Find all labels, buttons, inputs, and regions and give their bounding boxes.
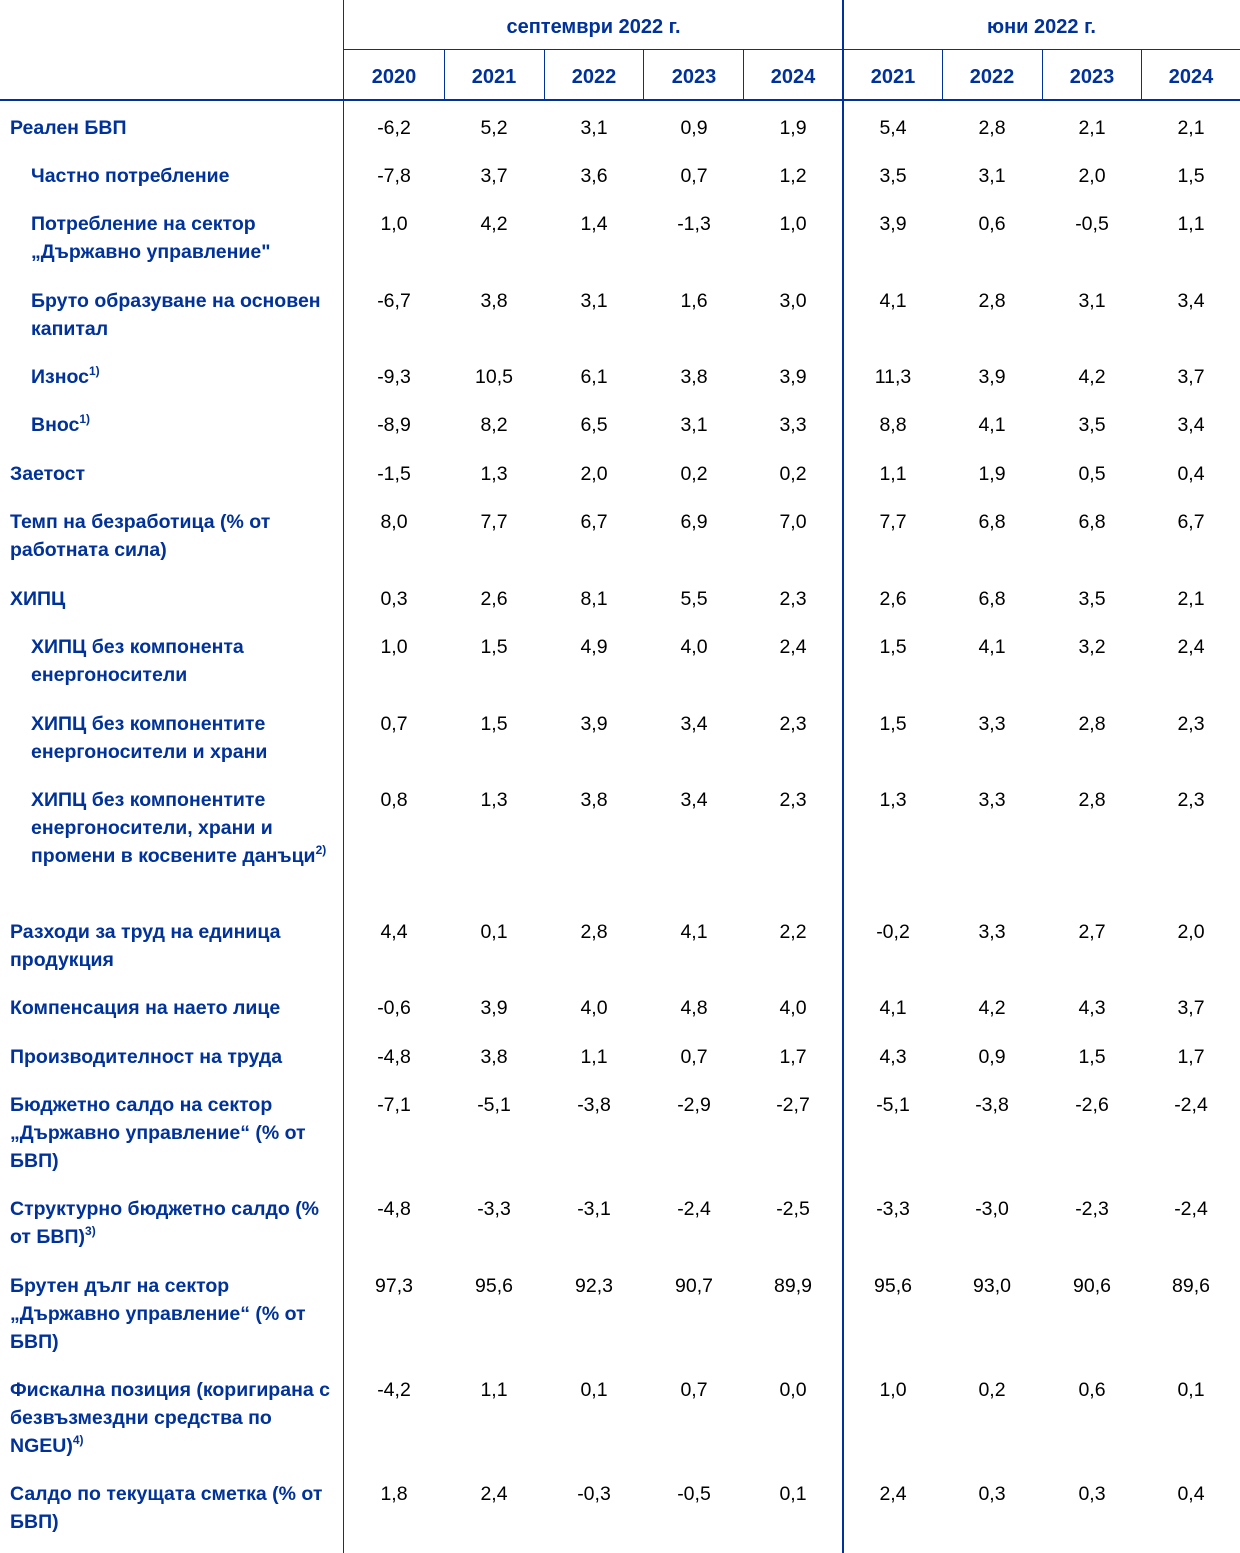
value-cell: 3,2	[1078, 636, 1106, 658]
value-cell: 3,7	[480, 165, 508, 187]
value-cell: 8,0	[380, 511, 408, 533]
row-label: Реален БВП	[10, 117, 127, 139]
value-cell: 0,0	[779, 1379, 807, 1401]
value-cell: -1,3	[677, 213, 711, 235]
row-label: Частно потребление	[31, 165, 230, 187]
value-cell: 10,5	[475, 366, 513, 388]
value-cell: 4,2	[978, 997, 1006, 1019]
value-cell: 1,0	[879, 1379, 907, 1401]
value-cell: 6,8	[978, 511, 1006, 533]
value-cell: 4,2	[1078, 366, 1106, 388]
value-cell: 95,6	[874, 1275, 912, 1297]
column-group-september-2022: септември 2022 г.	[506, 16, 681, 38]
value-cell: 3,0	[779, 290, 807, 312]
value-cell: 6,5	[580, 414, 608, 436]
value-cell: 4,8	[680, 997, 708, 1019]
value-cell: 3,8	[680, 366, 708, 388]
value-cell: 3,9	[480, 997, 508, 1019]
value-cell: 3,3	[779, 414, 807, 436]
value-cell: 0,1	[580, 1379, 608, 1401]
value-cell: 2,4	[879, 1483, 907, 1505]
value-cell: 2,7	[1078, 921, 1106, 943]
value-cell: 1,0	[779, 213, 807, 235]
value-cell: 0,2	[680, 463, 708, 485]
value-cell: 1,9	[779, 117, 807, 139]
value-cell: 8,8	[879, 414, 907, 436]
row-label: Брутен дълг на сектор „Държавно управление“ (% от БВП)	[10, 1275, 306, 1353]
value-cell: -7,8	[377, 165, 411, 187]
value-cell: 2,4	[480, 1483, 508, 1505]
value-cell: -3,0	[975, 1198, 1009, 1220]
year-divider	[1141, 49, 1142, 100]
value-cell: 1,5	[879, 636, 907, 658]
row-label: Заетост	[10, 463, 85, 485]
value-cell: 4,9	[580, 636, 608, 658]
row-label: Потребление на сектор „Държавно управление"	[31, 213, 271, 263]
row-label: Бруто образуване на основен капитал	[31, 290, 321, 340]
value-cell: 1,6	[680, 290, 708, 312]
value-cell: 93,0	[973, 1275, 1011, 1297]
value-cell: 1,9	[978, 463, 1006, 485]
year-header: 2022	[571, 66, 617, 88]
row-label: Разходи за труд на единица продукция	[10, 921, 281, 971]
value-cell: 2,1	[1177, 588, 1205, 610]
year-header: 2021	[471, 66, 517, 88]
value-cell: 3,1	[680, 414, 708, 436]
footnote-marker: 4)	[72, 1433, 84, 1447]
year-header: 2022	[969, 66, 1015, 88]
value-cell: -0,5	[677, 1483, 711, 1505]
value-cell: -2,3	[1075, 1198, 1109, 1220]
value-cell: 3,7	[1177, 366, 1205, 388]
value-cell: 4,0	[779, 997, 807, 1019]
value-cell: -2,9	[677, 1094, 711, 1116]
footnote-marker: 1)	[89, 364, 100, 378]
value-cell: 4,1	[978, 636, 1006, 658]
value-cell: 6,8	[1078, 511, 1106, 533]
value-cell: 1,4	[580, 213, 608, 235]
value-cell: 3,5	[879, 165, 907, 187]
value-cell: 0,2	[779, 463, 807, 485]
value-cell: 1,5	[1078, 1046, 1106, 1068]
value-cell: 3,4	[1177, 414, 1205, 436]
value-cell: 2,0	[580, 463, 608, 485]
value-cell: 1,8	[380, 1483, 408, 1505]
value-cell: 0,4	[1177, 463, 1205, 485]
value-cell: 2,3	[779, 713, 807, 735]
value-cell: -5,1	[477, 1094, 511, 1116]
value-cell: 2,4	[1177, 636, 1205, 658]
value-cell: -8,9	[377, 414, 411, 436]
table-header	[0, 0, 1240, 101]
value-cell: 3,1	[580, 117, 608, 139]
value-cell: 3,3	[978, 789, 1006, 811]
value-cell: -0,2	[876, 921, 910, 943]
value-cell: -6,7	[377, 290, 411, 312]
value-cell: 2,8	[1078, 789, 1106, 811]
value-cell: 1,5	[879, 713, 907, 735]
value-cell: 6,9	[680, 511, 708, 533]
value-cell: 3,4	[680, 713, 708, 735]
value-cell: 4,0	[580, 997, 608, 1019]
value-cell: 89,9	[774, 1275, 812, 1297]
value-cell: 1,3	[480, 463, 508, 485]
value-cell: -0,3	[577, 1483, 611, 1505]
value-cell: 3,5	[1078, 588, 1106, 610]
value-cell: 97,3	[375, 1275, 413, 1297]
value-cell: 2,8	[978, 290, 1006, 312]
value-cell: -2,4	[1174, 1198, 1208, 1220]
value-cell: 1,1	[480, 1379, 508, 1401]
value-cell: 3,9	[978, 366, 1006, 388]
value-cell: 2,2	[779, 921, 807, 943]
row-label: Фискална позиция (коригирана с безвъзмездни средства по NGEU)$^{4)}$	[10, 1379, 330, 1457]
value-cell: 6,1	[580, 366, 608, 388]
column-group-june-2022: юни 2022 г.	[987, 16, 1096, 38]
value-cell: 4,1	[680, 921, 708, 943]
value-cell: 7,7	[480, 511, 508, 533]
value-cell: 7,0	[779, 511, 807, 533]
year-divider	[544, 49, 545, 100]
value-cell: 90,7	[675, 1275, 713, 1297]
year-header: 2021	[870, 66, 916, 88]
value-cell: -2,5	[776, 1198, 810, 1220]
value-cell: 0,1	[779, 1483, 807, 1505]
value-cell: 1,5	[1177, 165, 1205, 187]
value-cell: -4,2	[377, 1379, 411, 1401]
value-cell: 1,7	[1177, 1046, 1205, 1068]
value-cell: 0,9	[680, 117, 708, 139]
value-cell: -2,6	[1075, 1094, 1109, 1116]
header-divider	[344, 49, 1240, 50]
value-cell: 0,7	[680, 1046, 708, 1068]
value-cell: 0,7	[680, 165, 708, 187]
value-cell: 3,4	[680, 789, 708, 811]
value-cell: -2,7	[776, 1094, 810, 1116]
value-cell: 3,6	[580, 165, 608, 187]
value-cell: 0,8	[380, 789, 408, 811]
value-cell: -2,4	[1174, 1094, 1208, 1116]
value-cell: 5,5	[680, 588, 708, 610]
value-cell: -9,3	[377, 366, 411, 388]
value-cell: 1,0	[380, 636, 408, 658]
value-cell: -3,3	[876, 1198, 910, 1220]
value-cell: 3,4	[1177, 290, 1205, 312]
row-label: Бюджетно салдо на сектор „Държавно управление“ (% от БВП)	[10, 1094, 306, 1172]
value-cell: 3,3	[978, 713, 1006, 735]
value-cell: 2,1	[1078, 117, 1106, 139]
value-cell: -3,8	[577, 1094, 611, 1116]
value-cell: 1,2	[779, 165, 807, 187]
value-cell: 2,6	[480, 588, 508, 610]
value-cell: 3,5	[1078, 414, 1106, 436]
value-cell: 3,3	[978, 921, 1006, 943]
value-cell: 1,1	[1177, 213, 1205, 235]
value-cell: -0,6	[377, 997, 411, 1019]
value-cell: 11,3	[874, 366, 912, 388]
value-cell: -3,8	[975, 1094, 1009, 1116]
value-cell: 6,7	[580, 511, 608, 533]
row-label: Салдо по текущата сметка (% от БВП)	[10, 1483, 323, 1533]
value-cell: 95,6	[475, 1275, 513, 1297]
value-cell: 0,5	[1078, 463, 1106, 485]
row-label: ХИПЦ без компонентите енергоносители, храни и промени в косвените данъци$^{2)}$	[31, 789, 327, 867]
value-cell: 89,6	[1172, 1275, 1210, 1297]
value-cell: 90,6	[1073, 1275, 1111, 1297]
row-label: Темп на безработица (% от работната сила)	[10, 511, 271, 561]
year-header: 2024	[770, 66, 816, 88]
value-cell: 4,3	[1078, 997, 1106, 1019]
year-divider	[444, 49, 445, 100]
footnote-marker: 1)	[79, 412, 91, 426]
year-header: 2024	[1168, 66, 1214, 88]
value-cell: 2,8	[1078, 713, 1106, 735]
value-cell: 3,1	[580, 290, 608, 312]
row-label: ХИПЦ	[10, 588, 66, 610]
footnote-marker: 3)	[85, 1224, 96, 1238]
value-cell: 2,6	[879, 588, 907, 610]
value-cell: 7,7	[879, 511, 907, 533]
value-cell: 1,1	[580, 1046, 608, 1068]
value-cell: 3,1	[1078, 290, 1106, 312]
value-cell: -3,3	[477, 1198, 511, 1220]
value-cell: 8,1	[580, 588, 608, 610]
value-cell: 4,2	[480, 213, 508, 235]
year-header: 2020	[371, 66, 417, 88]
row-label: ХИПЦ без компонента енергоносители	[31, 636, 244, 686]
value-cell: 0,1	[480, 921, 508, 943]
value-cell: 0,1	[1177, 1379, 1205, 1401]
value-cell: 0,9	[978, 1046, 1006, 1068]
value-cell: 4,0	[680, 636, 708, 658]
value-cell: 3,7	[1177, 997, 1205, 1019]
value-cell: 3,9	[779, 366, 807, 388]
value-cell: 6,7	[1177, 511, 1205, 533]
value-cell: 6,8	[978, 588, 1006, 610]
value-cell: 1,1	[879, 463, 907, 485]
value-cell: 4,4	[380, 921, 408, 943]
row-label: ХИПЦ без компонентите енергоносители и храни	[31, 713, 268, 763]
value-cell: 0,4	[1177, 1483, 1205, 1505]
value-cell: 5,2	[480, 117, 508, 139]
value-cell: -6,2	[377, 117, 411, 139]
value-cell: -2,4	[677, 1198, 711, 1220]
year-header: 2023	[671, 66, 717, 88]
header-bottom-rule	[0, 99, 1240, 101]
value-cell: 92,3	[575, 1275, 613, 1297]
value-cell: 4,3	[879, 1046, 907, 1068]
value-cell: 2,0	[1078, 165, 1106, 187]
value-cell: 2,3	[779, 588, 807, 610]
value-cell: 3,8	[480, 1046, 508, 1068]
row-label: Внос$^{1)}$	[31, 412, 91, 436]
value-cell: -7,1	[377, 1094, 411, 1116]
value-cell: 1,5	[480, 636, 508, 658]
value-cell: 2,8	[580, 921, 608, 943]
value-cell: 1,5	[480, 713, 508, 735]
value-cell: 1,3	[879, 789, 907, 811]
value-cell: 0,3	[1078, 1483, 1106, 1505]
value-cell: 2,3	[779, 789, 807, 811]
row-label: Структурно бюджетно салдо (% от БВП)$^{3)}$	[10, 1198, 320, 1248]
value-cell: -0,5	[1075, 213, 1109, 235]
value-cell: 5,4	[879, 117, 907, 139]
value-cell: 0,7	[380, 713, 408, 735]
year-divider	[942, 49, 943, 100]
value-cell: 4,1	[879, 997, 907, 1019]
value-cell: 2,8	[978, 117, 1006, 139]
value-cell: -4,8	[377, 1198, 411, 1220]
value-cell: 8,2	[480, 414, 508, 436]
value-cell: 1,0	[380, 213, 408, 235]
value-cell: 0,6	[978, 213, 1006, 235]
value-cell: 1,7	[779, 1046, 807, 1068]
value-cell: 3,1	[978, 165, 1006, 187]
value-cell: 3,8	[480, 290, 508, 312]
value-cell: 2,4	[779, 636, 807, 658]
value-cell: 2,0	[1177, 921, 1205, 943]
value-cell: 0,2	[978, 1379, 1006, 1401]
value-cell: 2,3	[1177, 713, 1205, 735]
value-cell: 1,3	[480, 789, 508, 811]
year-divider	[1042, 49, 1043, 100]
year-header: 2023	[1069, 66, 1115, 88]
value-cell: 0,3	[380, 588, 408, 610]
row-label: Износ$^{1)}$	[31, 364, 100, 388]
row-label: Производителност на труда	[10, 1046, 283, 1068]
value-cell: 0,3	[978, 1483, 1006, 1505]
year-divider	[743, 49, 744, 100]
footnote-marker: 2)	[315, 843, 327, 857]
value-cell: -3,1	[577, 1198, 611, 1220]
value-cell: 0,6	[1078, 1379, 1106, 1401]
year-divider	[643, 49, 644, 100]
row-label: Компенсация на наето лице	[10, 997, 281, 1019]
value-cell: 3,8	[580, 789, 608, 811]
value-cell: -4,8	[377, 1046, 411, 1068]
value-cell: -1,5	[377, 463, 411, 485]
value-cell: 4,1	[978, 414, 1006, 436]
value-cell: 0,7	[680, 1379, 708, 1401]
value-cell: 3,9	[879, 213, 907, 235]
value-cell: -5,1	[876, 1094, 910, 1116]
value-cell: 4,1	[879, 290, 907, 312]
value-cell: 2,1	[1177, 117, 1205, 139]
value-cell: 3,9	[580, 713, 608, 735]
value-cell: 2,3	[1177, 789, 1205, 811]
